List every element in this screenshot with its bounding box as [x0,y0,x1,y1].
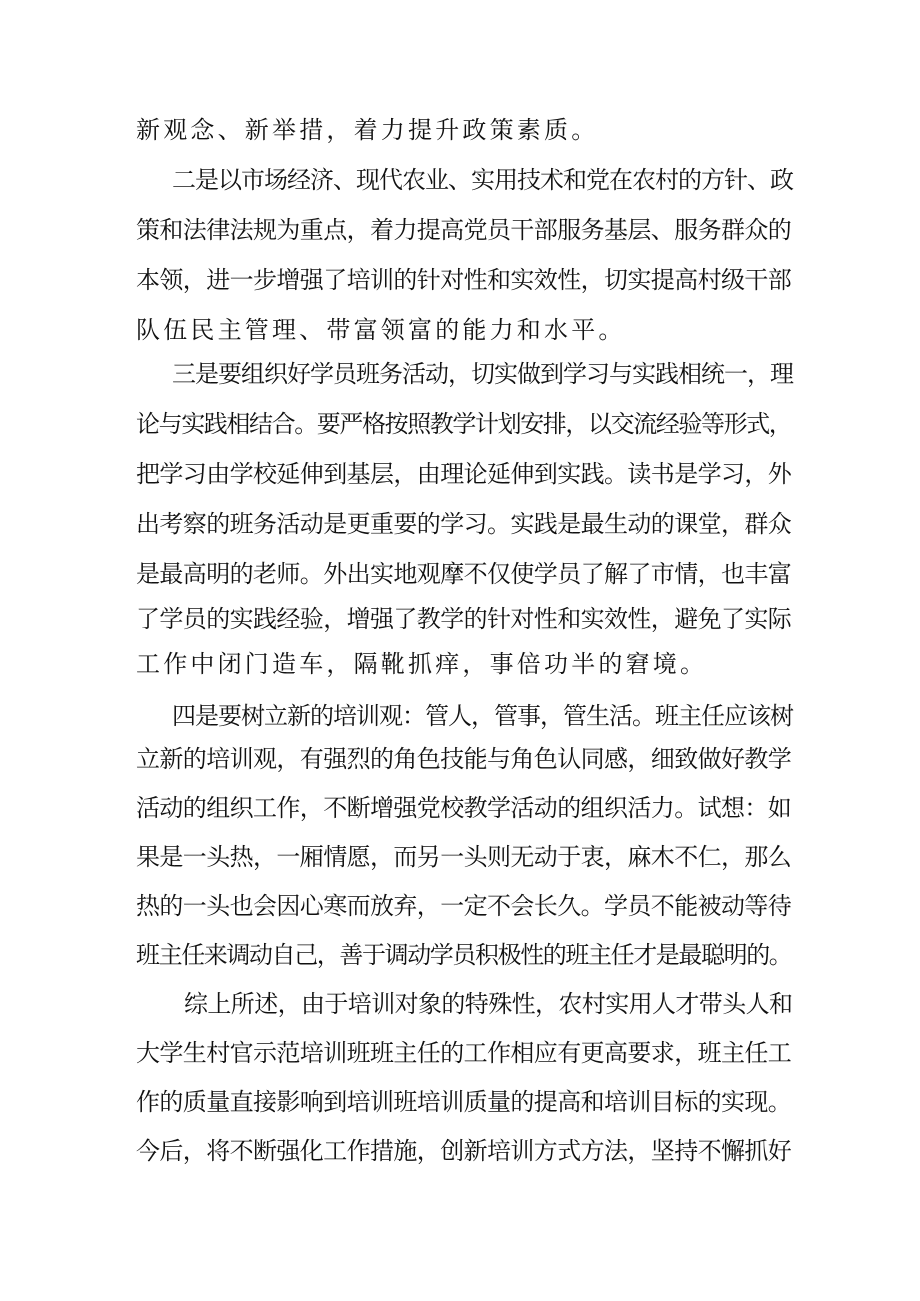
text-line: 把学习由学校延伸到基层，由理论延伸到实践。读书是学习，外 [136,460,792,488]
paragraph-start: 三是要组织好学员班务活动，切实做到学习与实践相统一，理 [172,360,793,388]
text-line: 论与实践相结合。要严格按照教学计划安排，以交流经验等形式， [136,410,792,438]
text-line: 热的一头也会因心寒而放弃，一定不会长久。学员不能被动等待 [136,892,792,920]
text-line: 作的质量直接影响到培训班培训质量的提高和培训目标的实现。 [136,1088,792,1116]
text-line: 大学生村官示范培训班班主任的工作相应有更高要求，班主任工 [136,1039,792,1067]
paragraph-start: 综上所述，由于培训对象的特殊性，农村实用人才带头人和 [184,990,793,1018]
text-line: 立新的培训观，有强烈的角色技能与角色认同感，细致做好教学 [136,745,792,773]
text-line: 是最高明的老师。外出实地观摩不仅使学员了解了市情，也丰富 [136,560,792,588]
text-line: 班主任来调动自己，善于调动学员积极性的班主任才是最聪明的。 [136,941,792,969]
text-line: 果是一头热，一厢情愿，而另一头则无动于衷，麻木不仁，那么 [136,843,792,871]
text-line: 本领，进一步增强了培训的针对性和实效性，切实提高村级干部 [136,266,792,294]
text-line: 了学员的实践经验，增强了教学的针对性和实效性，避免了实际 [136,605,792,633]
text-line: 今后，将不断强化工作措施，创新培训方式方法，坚持不懈抓好 [136,1137,792,1165]
paragraph-start: 四是要树立新的培训观：管人，管事，管生活。班主任应该树 [172,702,793,730]
paragraph-start: 二是以市场经济、现代农业、实用技术和党在农村的方针、政 [172,166,793,194]
text-line: 策和法律法规为重点，着力提高党员干部服务基层、服务群众的 [136,216,792,244]
text-line: 出考察的班务活动是更重要的学习。实践是最生动的课堂，群众 [136,510,792,538]
text-line: 活动的组织工作，不断增强党校教学活动的组织活力。试想：如 [136,794,792,822]
text-line: 新观念、新举措，着力提升政策素质。 [136,116,599,144]
text-line: 工作中闭门造车，隔靴抓痒，事倍功半的窘境。 [136,650,708,678]
text-line: 队伍民主管理、带富领富的能力和水平。 [136,316,626,344]
